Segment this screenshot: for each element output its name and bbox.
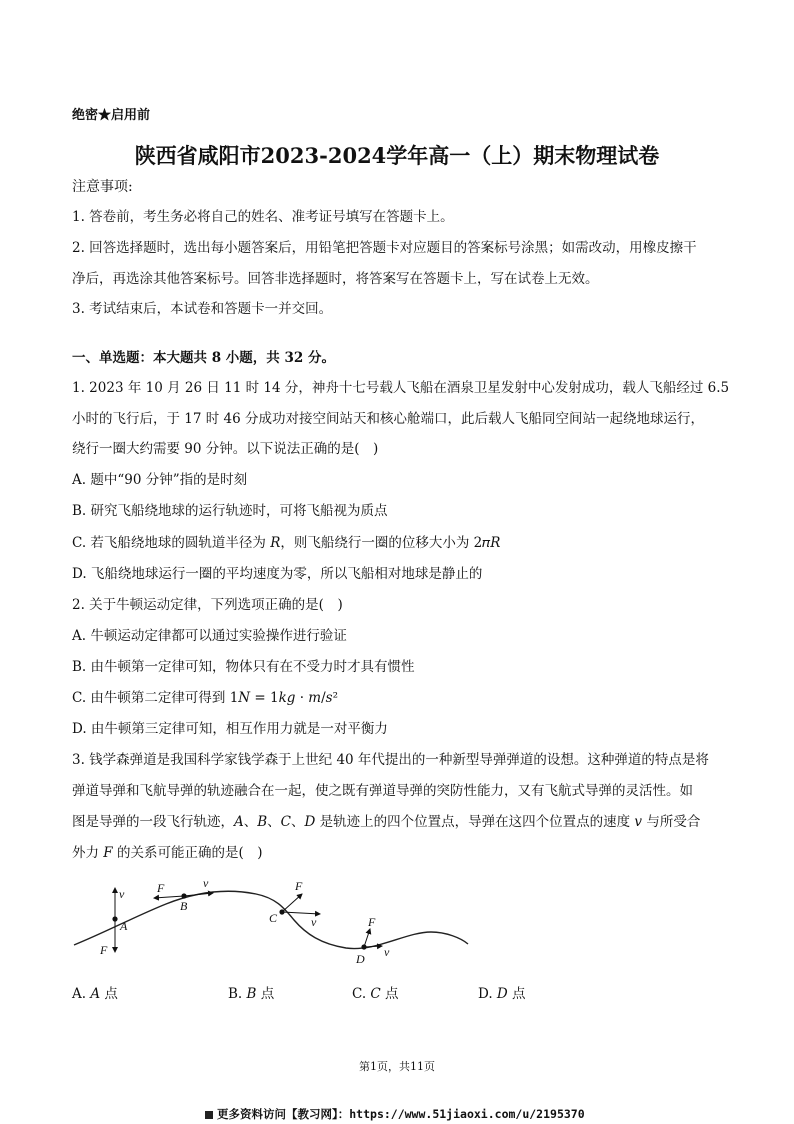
- label-f: F: [368, 915, 376, 929]
- note-line: 净后，再选涂其他答案标号。回答非选择题时，将答案写在答题卡上，写在试卷上无效。: [72, 271, 599, 287]
- q2-option-a: A. 牛顿运动定律都可以通过实验操作进行验证: [72, 628, 347, 644]
- label-a: A: [120, 919, 128, 933]
- label-f: F: [100, 943, 108, 957]
- page-number: 第1页，共11页: [359, 1060, 435, 1073]
- q3-option-d: D. 𝐷 点: [478, 986, 526, 1002]
- secret-label: 绝密★启用前: [72, 108, 151, 123]
- q2-option-b: B. 由牛顿第一定律可知，物体只有在不受力时才具有惯性: [72, 659, 415, 675]
- q3-stem-line: 弹道导弹和飞航导弹的轨迹融合在一起，使之既有弹道导弹的突防性能力，又有飞航式导弹的灵活性。如: [72, 783, 693, 799]
- note-line: 1. 答卷前，考生务必将自己的姓名、准考证号填写在答题卡上。: [72, 209, 454, 225]
- label-f: F: [295, 879, 303, 893]
- label-f: F: [157, 881, 165, 895]
- q1-stem-line: 绕行一圈大约需要 90 分钟。以下说法正确的是( ): [72, 441, 379, 457]
- q1-option-d: D. 飞船绕地球运行一圈的平均速度为零，所以飞船相对地球是静止的: [72, 566, 483, 582]
- label-v: v: [311, 915, 317, 929]
- note-line: 3. 考试结束后，本试卷和答题卡一并交回。: [72, 301, 333, 317]
- q2-option-c: C. 由牛顿第二定律可得到 1𝑁 = 1𝑘𝑔 · 𝑚/𝑠²: [72, 690, 338, 706]
- note-line: 2. 回答选择题时，选出每小题答案后，用铅笔把答题卡对应题目的答案标号涂黑；如需改动，用橡皮擦干: [72, 240, 697, 256]
- trajectory-diagram: [66, 872, 476, 972]
- label-d: D: [356, 952, 365, 966]
- promo-text: 更多资料访问【教习网】：https://www.51jiaoxi.com/u/2195370: [217, 1107, 585, 1121]
- label-v: v: [203, 876, 209, 890]
- flag-icon: [205, 1111, 213, 1119]
- q3-option-c: C. 𝐶 点: [352, 986, 399, 1002]
- q3-option-b: B. 𝐵 点: [228, 986, 275, 1002]
- label-b: B: [180, 899, 188, 913]
- q1-option-b: B. 研究飞船绕地球的运行轨迹时，可将飞船视为质点: [72, 503, 388, 519]
- label-c: C: [269, 911, 278, 925]
- q1-stem-line: 小时的飞行后，于 17 时 46 分成功对接空间站天和核心舱端口，此后载人飞船同空间站一起绕地球运行，: [72, 411, 705, 427]
- label-v: v: [119, 887, 125, 901]
- q2-stem: 2. 关于牛顿运动定律，下列选项正确的是( ): [72, 597, 343, 613]
- notes-heading: 注意事项:: [72, 179, 133, 195]
- label-v: v: [384, 945, 390, 959]
- q1-option-a: A. 题中“90 分钟”指的是时刻: [72, 472, 248, 488]
- q1-stem-line: 1. 2023 年 10 月 26 日 11 时 14 分，神舟十七号载人飞船在酒泉卫星发射中心发射成功，载人飞船经过 6.5: [72, 380, 730, 396]
- page-title: 陕西省咸阳市2023-2024学年高一（上）期末物理试卷: [134, 143, 660, 168]
- q3-stem-line: 图是导弹的一段飞行轨迹，𝐴、𝐵、𝐶、𝐷 是轨迹上的四个位置点，导弹在这四个位置点的速度 𝑣 与所受合: [72, 814, 701, 830]
- q2-option-d: D. 由牛顿第三定律可知，相互作用力就是一对平衡力: [72, 721, 388, 737]
- q3-stem-line: 3. 钱学森弹道是我国科学家钱学森于上世纪 40 年代提出的一种新型导弹弹道的设想。这种弹道的特点是将: [72, 752, 709, 768]
- promo-link[interactable]: [205, 1106, 585, 1122]
- q3-stem-line: 外力 𝐹 的关系可能正确的是( ): [72, 845, 263, 861]
- q3-option-a: A. 𝐴 点: [72, 986, 118, 1002]
- section-heading: 一、单选题：本大题共 8 小题，共 32 分。: [72, 350, 335, 366]
- q1-option-c: C. 若飞船绕地球的圆轨道半径为 𝑅，则飞船绕行一圈的位移大小为 2𝜋𝑅: [72, 535, 501, 551]
